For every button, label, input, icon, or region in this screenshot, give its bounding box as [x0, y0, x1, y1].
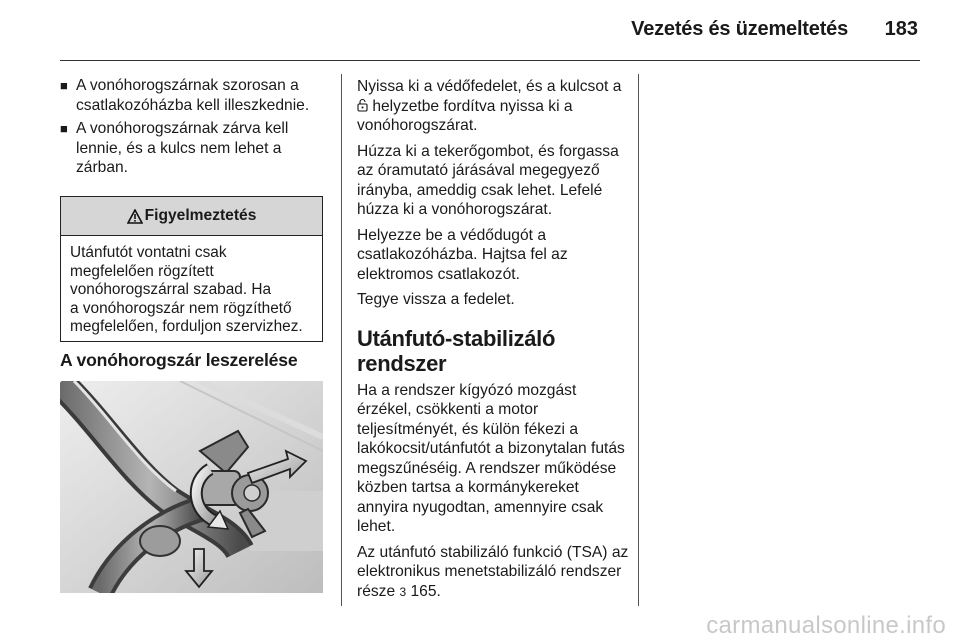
page-reference-arrow-icon: 3 — [399, 584, 407, 599]
paragraph: Tegye vissza a fedelet. — [357, 291, 515, 308]
towbar-illustration-icon — [60, 381, 323, 593]
header-divider — [60, 60, 920, 61]
paragraph: Helyezze be a védődugót a csatlakozóházba. Hajtsa fel az elektromos csatlakozót. — [357, 226, 568, 283]
warning-body — [61, 236, 322, 337]
middle-column — [357, 77, 629, 608]
warning-header — [61, 197, 322, 236]
paragraph-text: Az utánfutó stabilizáló funkció (TSA) az elektronikus menetstabilizáló rendszer része — [357, 543, 629, 600]
warning-line: megfelelően, forduljon szervizhez. — [70, 318, 303, 336]
list-item — [60, 76, 335, 115]
watermark: carmanualsonline.info — [706, 612, 946, 639]
column-divider-left — [341, 74, 342, 606]
paragraph — [357, 77, 629, 136]
warning-title: Figyelmeztetés — [144, 207, 257, 224]
warning-line: vonóhorogszárral szabad. Ha — [70, 281, 272, 299]
section-heading: A vonóhorogszár leszerelése — [60, 350, 298, 370]
paragraph-text: Nyissa ki a védőfedelet, és a kulcsot a — [357, 78, 622, 95]
page-number: 183 — [884, 18, 918, 40]
paragraph: Ha a rendszer kígyózó mozgást érzékel, csökkenti a motor teljesítményét, és külön fékezi a lakókocsit/utánfutót a bizonytalan futás megszűnéséig. A rendszer működése közben tartsa a kormánykereket annyira nyugodtan, amennyire csak lehet. — [357, 381, 625, 535]
bullet-icon: ■ — [60, 78, 68, 93]
page-header-title: Vezetés és üzemeltetés — [631, 18, 848, 40]
paragraph-text: helyzetbe fordítva nyissa ki a vonóhorogszárat. — [357, 97, 573, 134]
warning-triangle-icon — [127, 209, 143, 224]
list-item — [60, 119, 335, 178]
paragraph: Húzza ki a tekerőgombot, és forgassa az óramutató járásával megegyező irányba, ameddig csak lehet. Lefelé húzza ki a vonóhorogszárat. — [357, 142, 619, 218]
lock-open-icon — [357, 98, 368, 112]
bullet-icon: ■ — [60, 121, 68, 136]
towbar-removal-illustration — [60, 381, 323, 593]
warning-line: a vonóhorogszár nem rögzíthető — [70, 299, 292, 317]
warning-line: Utánfutót vontatni csak — [70, 244, 227, 261]
bullet-list — [60, 76, 335, 182]
bullet-text: A vonóhorogszárnak zárva kell lennie, és a kulcs nem lehet a zárban. — [76, 120, 289, 176]
warning-box — [60, 196, 323, 342]
warning-line: megfelelően rögzített — [70, 262, 214, 280]
bullet-text: A vonóhorogszárnak szorosan a csatlakozóházba kell illeszkednie. — [76, 77, 310, 114]
column-divider-right — [638, 74, 639, 606]
page-reference: 165. — [406, 582, 441, 600]
section-title: Utánfutó-stabilizáló rendszer — [357, 325, 556, 376]
paragraph — [357, 543, 629, 603]
